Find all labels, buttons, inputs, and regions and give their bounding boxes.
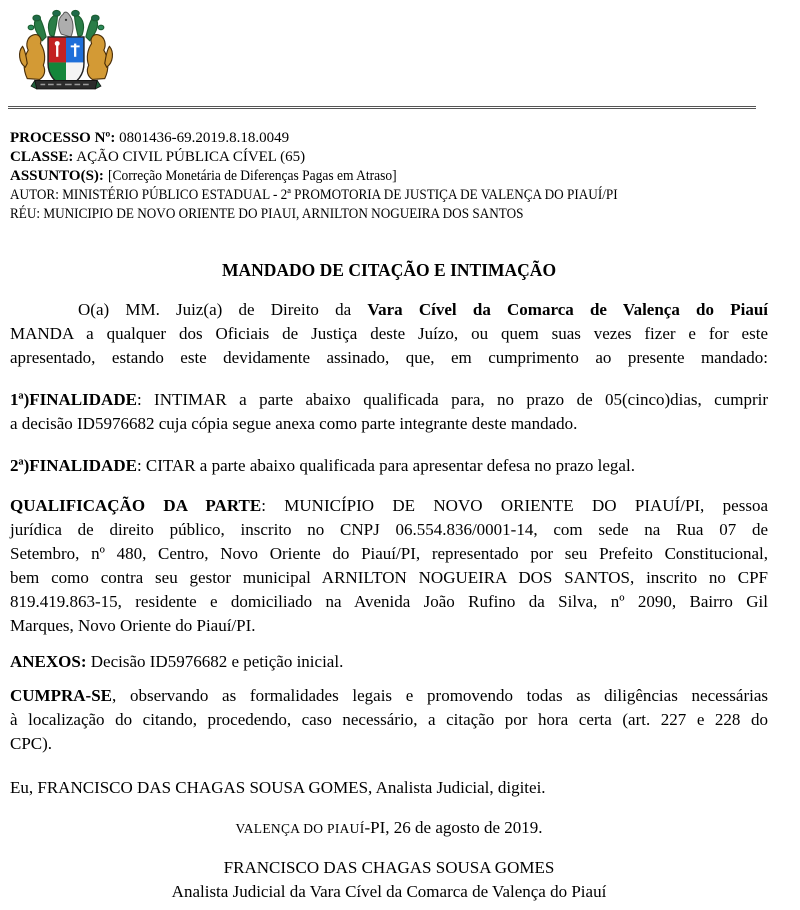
classe-line [10,148,768,167]
paragraph-line: Eu, FRANCISCO DAS CHAGAS SOUSA GOMES, Analista Judicial, digitei. [10,778,546,797]
processo-label: PROCESSO Nº: [10,130,116,146]
dateline-rest: -PI, 26 de agosto de 2019. [364,818,543,837]
signature-role: Analista Judicial da Vara Cível da Comarca de Valença do Piauí [171,882,607,901]
paragraph-line [10,684,768,708]
coat-of-arms-icon [14,6,118,100]
paragraph-line [10,388,768,412]
paragraph-line [10,494,768,518]
cumprase-paragraph [10,684,768,756]
paragraph-line: à localização do citando, procedendo, caso necessário, a citação por hora certa (art. 227 e 228 do [10,710,768,729]
document-content [10,129,768,902]
paragraph-line [10,298,768,322]
paragraph-line: jurídica de direito público, inscrito no CNPJ 06.554.836/0001-14, com sede na Rua 07 de [10,520,768,539]
text-run-bold: Vara Cível da Comarca de Valença do Piauí [367,300,769,319]
text-run: Decisão ID5976682 e petição inicial. [86,652,344,671]
coat-of-arms [14,6,118,100]
processo-value: 0801436-69.2019.8.18.0049 [115,130,290,146]
paragraph-line: a decisão ID5976682 cuja cópia segue anexa como parte integrante deste mandado. [10,414,578,433]
assunto-line [10,167,768,186]
cumprase-label: CUMPRA-SE [10,686,112,705]
text-run: : MUNICÍPIO DE NOVO ORIENTE DO PIAUÍ/PI, pessoa [261,496,769,515]
dateline-place: VALENÇA DO PIAUÍ [235,821,365,836]
text-run: : INTIMAR a parte abaixo qualificada para, no prazo de 05(cinco)dias, cumprir [136,390,768,409]
paragraph-line: 819.419.863-15, residente e domiciliado na Avenida João Rufino da Silva, nº 2090, Bairro Gil [10,592,768,611]
opening-paragraph [10,298,768,370]
processo-line [10,129,768,148]
document-title: MANDADO DE CITAÇÃO E INTIMAÇÃO [221,260,557,280]
paragraph-line: Marques, Novo Oriente do Piauí/PI. [10,616,256,635]
paragraph-line: bem como contra seu gestor municipal ARNILTON NOGUEIRA DOS SANTOS, inscrito no CPF [10,568,768,587]
paragraph-line [10,650,768,674]
autor-line: AUTOR: MINISTÉRIO PÚBLICO ESTADUAL - 2ª PROMOTORIA DE JUSTIÇA DE VALENÇA DO PIAUÍ/PI [10,187,618,203]
qualificacao-label: QUALIFICAÇÃO DA PARTE [10,496,262,515]
finalidade-2-paragraph [10,454,768,478]
assunto-label: ASSUNTO(S): [10,168,104,184]
case-header [10,129,768,224]
qualificacao-paragraph [10,494,768,638]
paragraph-line: Setembro, nº 480, Centro, Novo Oriente do Piauí/PI, representado por seu Prefeito Constitucional, [10,544,768,563]
dateline [10,816,768,841]
finalidade-1-paragraph [10,388,768,436]
paragraph-line: CPC). [10,734,53,753]
classe-value: AÇÃO CIVIL PÚBLICA CÍVEL (65) [73,149,306,165]
finalidade-1-label: 1ª)FINALIDADE [10,390,137,409]
paragraph-line: apresentado, estando este devidamente assinado, que, em cumprimento ao presente mandado: [10,348,768,367]
reu-line: RÉU: MUNICIPIO DE NOVO ORIENTE DO PIAUI, ARNILTON NOGUEIRA DOS SANTOS [10,206,524,222]
text-run: : CITAR a parte abaixo qualificada para apresentar defesa no prazo legal. [136,456,635,475]
classe-label: CLASSE: [10,149,74,165]
assunto-value: [Correção Monetária de Diferenças Pagas em Atraso] [107,168,397,184]
anexos-label: ANEXOS: [10,652,87,671]
paragraph-line: MANDA a qualquer dos Oficiais de Justiça deste Juízo, ou quem suas vezes fizer e for este [10,324,768,343]
finalidade-2-label: 2ª)FINALIDADE [10,456,137,475]
text-run: , observando as formalidades legais e promovendo todas as diligências necessárias [112,686,768,705]
clerk-statement [10,776,768,800]
signature-name: FRANCISCO DAS CHAGAS SOUSA GOMES [223,858,555,877]
anexos-paragraph [10,650,768,674]
header-divider [8,106,756,109]
paragraph-line [10,454,768,478]
text-run: O(a) MM. Juiz(a) de Direito da [78,300,368,319]
